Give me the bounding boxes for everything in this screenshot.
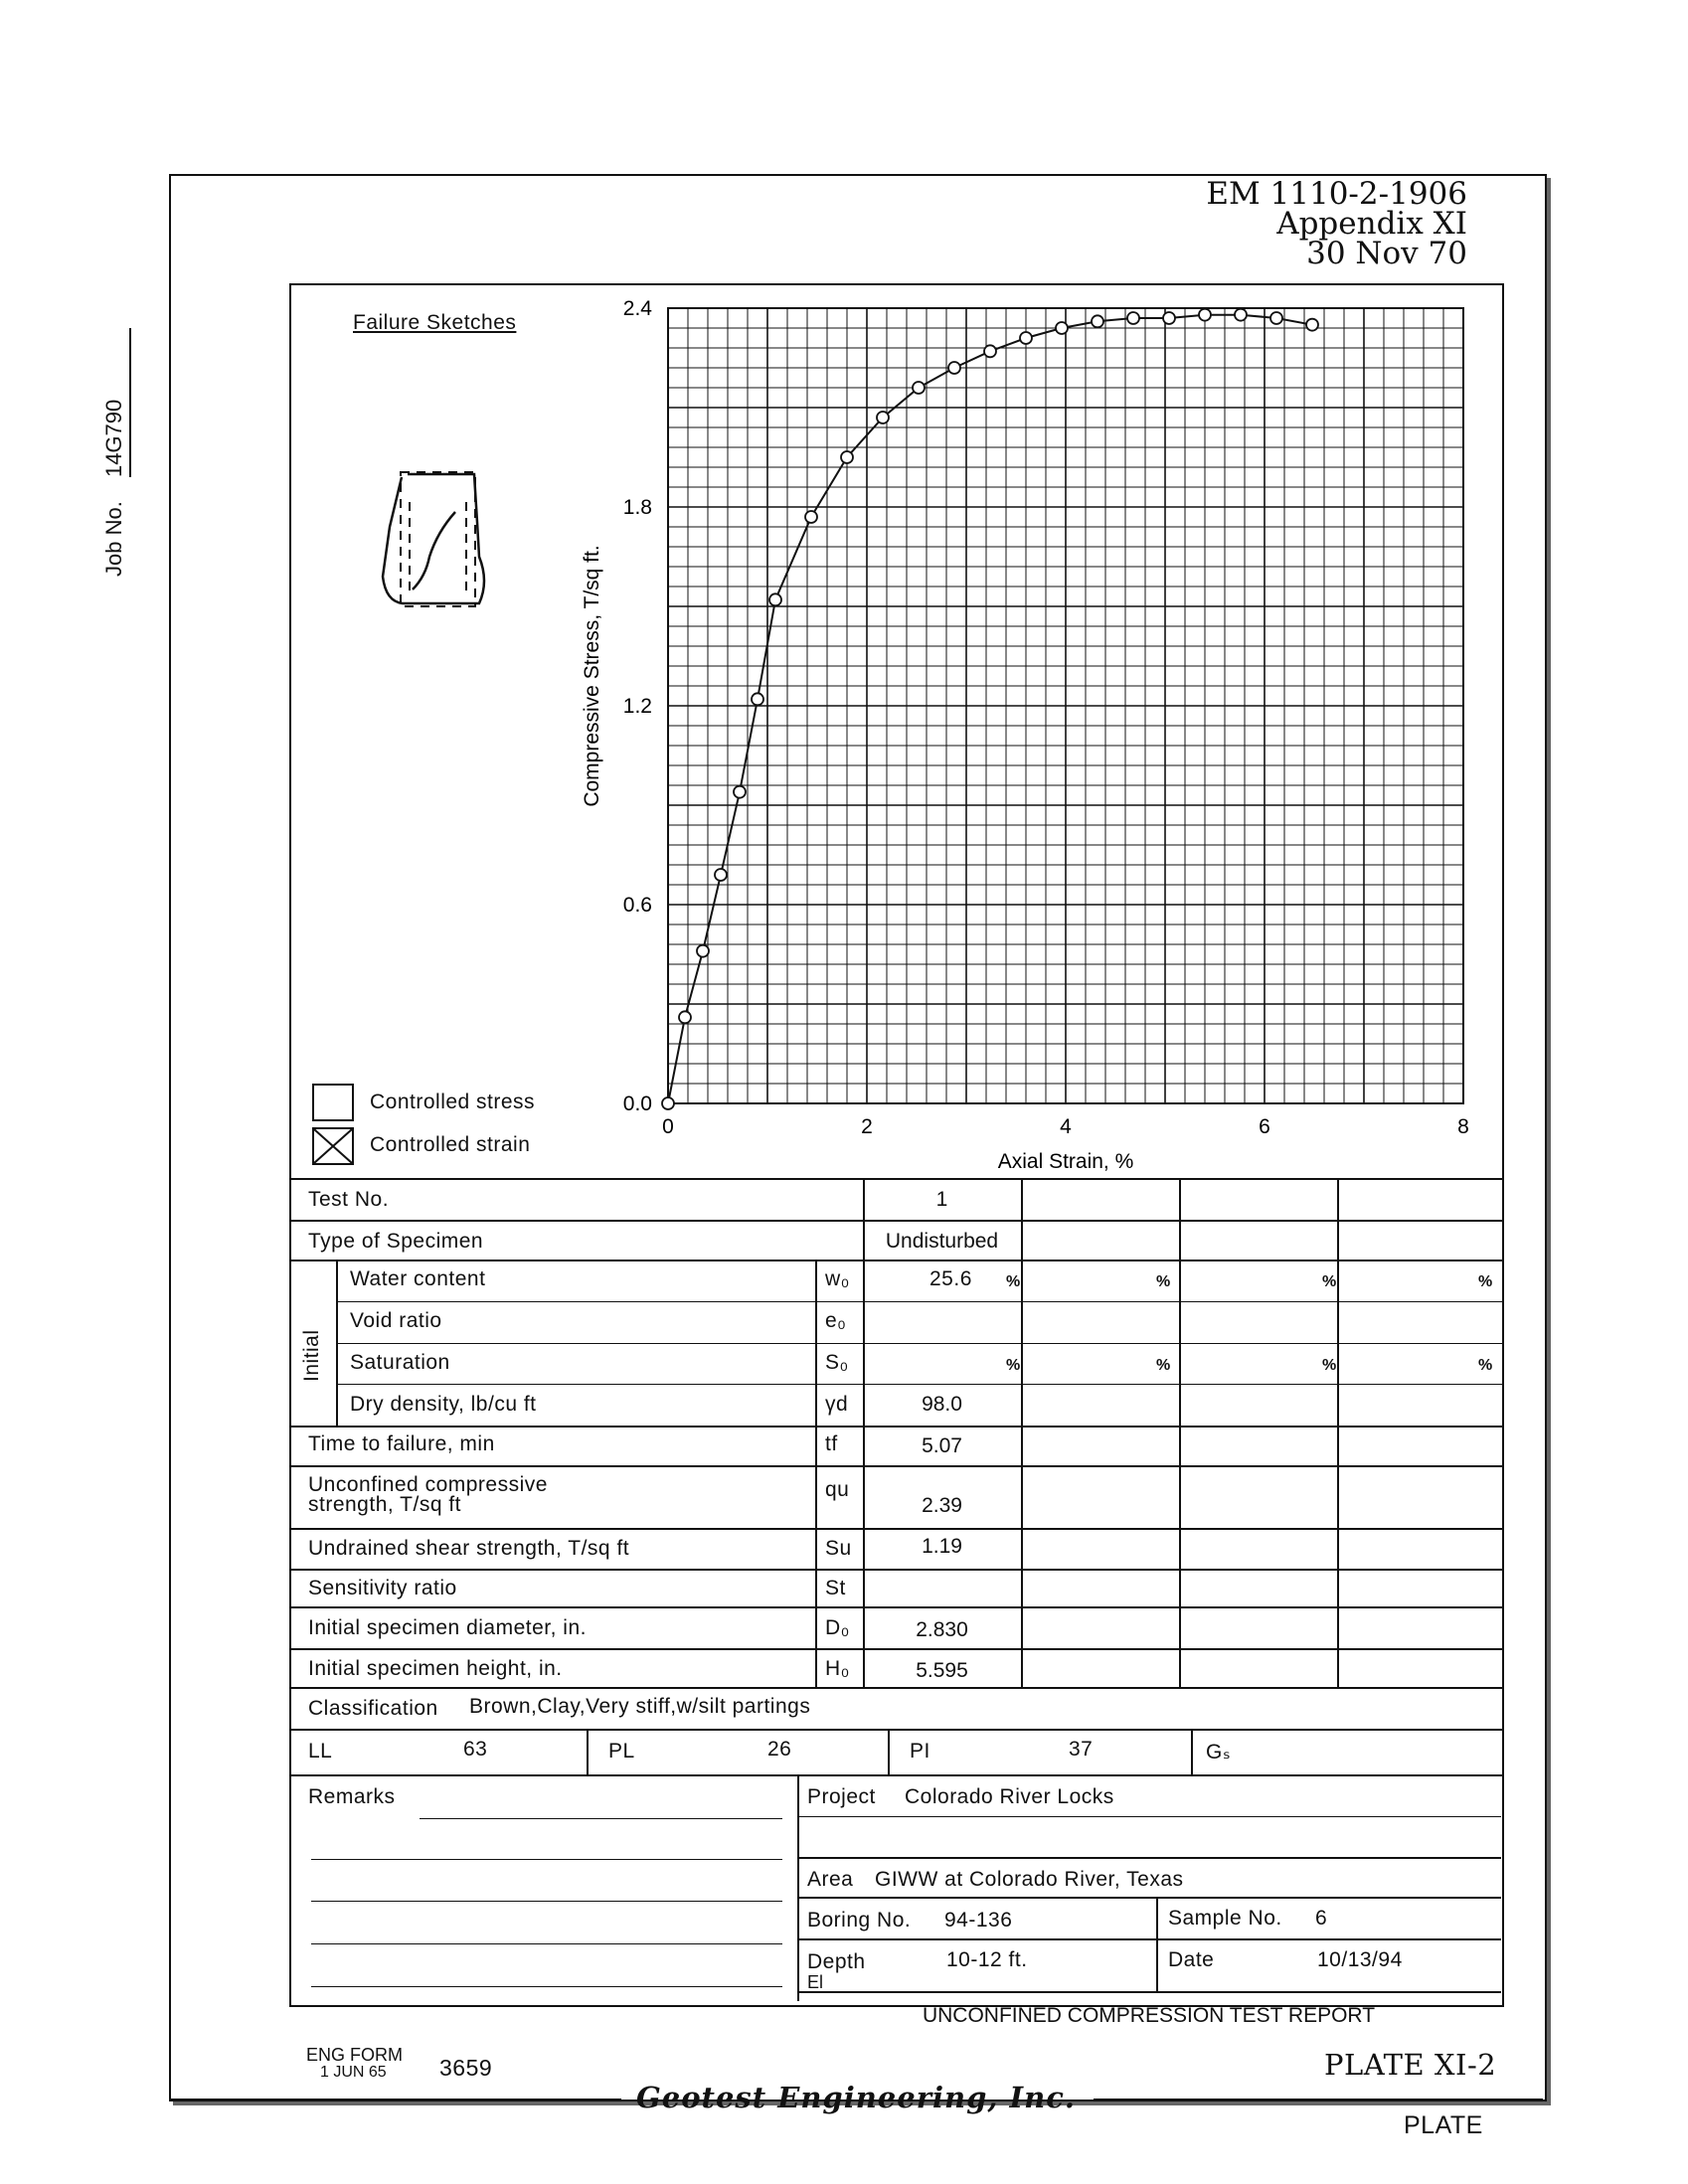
x-axis-label: Axial Strain, % [997, 1150, 1134, 1173]
header-date: 30 Nov 70 [1306, 236, 1467, 271]
date-value: 10/13/94 [1317, 1948, 1403, 1971]
project-label: Project [807, 1785, 876, 1808]
pct-sign: % [1006, 1273, 1021, 1290]
rule [289, 1220, 1502, 1222]
remarks-label: Remarks [308, 1785, 396, 1808]
rule [289, 1260, 1502, 1261]
pl-value: 26 [767, 1738, 792, 1761]
date-label: Date [1168, 1948, 1215, 1971]
rule [888, 1729, 890, 1774]
time-failure-symbol: tf [825, 1432, 838, 1455]
company-name: Geotest Engineering, Inc. [636, 2081, 1076, 2114]
pl-label: PL [608, 1740, 635, 1763]
void-ratio-symbol: e₀ [825, 1309, 847, 1332]
footer-rule-right [1094, 2099, 1543, 2100]
job-number-block [101, 328, 131, 577]
area-label: Area [807, 1868, 854, 1891]
classification-label: Classification [308, 1697, 438, 1720]
pct-sign: % [1478, 1357, 1493, 1374]
rule [797, 1816, 1501, 1817]
data-point [1127, 312, 1139, 324]
rule [289, 1528, 1502, 1530]
water-content-label: Water content [350, 1267, 486, 1290]
rule [797, 1938, 1501, 1940]
appendix: Appendix XI [1276, 206, 1467, 242]
diameter-label: Initial specimen diameter, in. [308, 1616, 587, 1639]
data-point [679, 1011, 691, 1023]
data-point [1235, 309, 1247, 321]
saturation-label: Saturation [350, 1351, 450, 1374]
remarks-line [311, 1901, 782, 1902]
rule [289, 1729, 1502, 1731]
height-symbol: H₀ [825, 1657, 850, 1680]
x-tick-label: 4 [1060, 1115, 1072, 1138]
test-no-value: 1 [935, 1188, 948, 1211]
rule [336, 1301, 1502, 1302]
y-axis-label: Compressive Stress, T/sq ft. [581, 545, 603, 807]
remarks-line [311, 1943, 782, 1944]
initial-label: Initial [300, 1329, 323, 1382]
header-block [1206, 176, 1467, 271]
x-tick-label: 2 [861, 1115, 873, 1138]
data-point [841, 451, 853, 463]
boring-label: Boring No. [807, 1909, 912, 1932]
rule [797, 1991, 1501, 1993]
sample-label: Sample No. [1168, 1907, 1282, 1930]
em-number: EM 1110-2-1906 [1206, 176, 1467, 212]
data-point [1056, 322, 1068, 334]
rule [1337, 1178, 1339, 1687]
diameter-value: 2.830 [916, 1618, 968, 1641]
data-point [913, 382, 925, 394]
data-point [948, 362, 960, 374]
data-point [752, 693, 763, 705]
sample-value: 6 [1315, 1907, 1328, 1930]
ll-label: LL [308, 1740, 333, 1763]
y-tick-label: 0.0 [622, 1092, 652, 1115]
rule [289, 1569, 1502, 1571]
data-point [662, 1097, 674, 1109]
data-point [715, 869, 727, 881]
pct-sign: % [1156, 1357, 1171, 1374]
y-tick-label: 2.4 [622, 297, 652, 320]
pi-value: 37 [1069, 1738, 1094, 1761]
dry-density-symbol: γd [825, 1393, 849, 1416]
specimen-label: Type of Specimen [308, 1230, 484, 1253]
time-failure-label: Time to failure, min [308, 1432, 495, 1455]
diameter-symbol: D₀ [825, 1616, 850, 1639]
rule [797, 1857, 1501, 1859]
rule [587, 1729, 589, 1774]
water-content-value: 25.6 [929, 1267, 972, 1290]
data-point [1020, 332, 1032, 344]
controlled-stress-label: Controlled stress [370, 1091, 536, 1113]
controlled-stress-box [312, 1084, 354, 1121]
y-tick-label: 0.6 [622, 894, 652, 917]
report-title: UNCONFINED COMPRESSION TEST REPORT [922, 2004, 1376, 2027]
rule [1021, 1178, 1023, 1687]
rule [815, 1260, 817, 1687]
ucs-symbol: qu [825, 1478, 850, 1501]
remarks-line [311, 1986, 782, 1987]
x-tick-label: 8 [1457, 1115, 1469, 1138]
controlled-strain-label: Controlled strain [370, 1133, 531, 1156]
rule [289, 1465, 1502, 1467]
shear-strength-value: 1.19 [922, 1535, 962, 1558]
plate-label: PLATE [1404, 2111, 1483, 2139]
x-tick-label: 0 [662, 1115, 674, 1138]
rule [336, 1384, 1502, 1385]
data-point [1163, 312, 1175, 324]
data-point [734, 786, 746, 798]
pct-sign: % [1478, 1273, 1493, 1290]
rule [289, 1606, 1502, 1608]
pct-sign: % [1322, 1357, 1337, 1374]
data-point [1270, 312, 1282, 324]
data-point [697, 945, 709, 957]
ll-value: 63 [463, 1738, 488, 1761]
rule [336, 1260, 338, 1426]
table-top-line [289, 1178, 1502, 1180]
eng-form-line2: 1 JUN 65 [320, 2064, 387, 2081]
data-point [1092, 315, 1103, 327]
failure-sketch [368, 462, 497, 616]
specimen-value: Undisturbed [885, 1230, 999, 1253]
ucs-value: 2.39 [922, 1494, 962, 1517]
data-point [877, 412, 889, 423]
sensitivity-symbol: St [825, 1577, 846, 1599]
form-number: 3659 [439, 2055, 493, 2081]
time-failure-value: 5.07 [922, 1434, 962, 1457]
test-no-label: Test No. [308, 1188, 390, 1211]
ucs-label-line2: strength, T/sq ft [308, 1493, 462, 1516]
rule [797, 1897, 1501, 1899]
saturation-symbol: S₀ [825, 1351, 849, 1374]
void-ratio-label: Void ratio [350, 1309, 442, 1332]
data-point [984, 345, 996, 357]
job-number: 14G790 [101, 328, 131, 477]
y-tick-label: 1.8 [622, 496, 652, 519]
water-content-symbol: w₀ [825, 1267, 850, 1290]
data-point [1199, 309, 1211, 321]
rule [289, 1426, 1502, 1428]
boring-value: 94-136 [944, 1909, 1013, 1932]
depth-value: 10-12 ft. [946, 1948, 1028, 1971]
pi-label: PI [910, 1740, 930, 1763]
height-value: 5.595 [916, 1659, 968, 1682]
sensitivity-label: Sensitivity ratio [308, 1577, 457, 1599]
job-label: Job No. [101, 501, 126, 577]
remarks-line [311, 1859, 782, 1860]
shear-strength-label: Undrained shear strength, T/sq ft [308, 1537, 630, 1560]
controlled-strain-box [312, 1127, 354, 1165]
data-point [769, 593, 781, 605]
plate-number: PLATE XI-2 [1324, 2048, 1497, 2082]
remarks-line [420, 1818, 782, 1819]
gs-label: Gₛ [1206, 1741, 1232, 1764]
el-label: El [807, 1972, 824, 1992]
pct-sign: % [1156, 1273, 1171, 1290]
data-point [805, 511, 817, 523]
area-value: GIWW at Colorado River, Texas [875, 1868, 1184, 1891]
pct-sign: % [1006, 1357, 1021, 1374]
rule [289, 1648, 1502, 1650]
depth-label: Depth [807, 1950, 866, 1973]
failure-sketches-title: Failure Sketches [353, 311, 517, 334]
stress-strain-chart [557, 288, 1491, 1183]
shear-strength-symbol: Su [825, 1537, 852, 1560]
pct-sign: % [1322, 1273, 1337, 1290]
rule [336, 1343, 1502, 1344]
dry-density-label: Dry density, lb/cu ft [350, 1393, 537, 1416]
rule [289, 1687, 1502, 1689]
x-tick-label: 6 [1259, 1115, 1270, 1138]
data-point [1306, 319, 1318, 331]
height-label: Initial specimen height, in. [308, 1657, 563, 1680]
rule [1156, 1897, 1158, 1991]
footer-rule-left [169, 2099, 621, 2100]
rule [1191, 1729, 1193, 1774]
ucs-label-line1: Unconfined compressive [308, 1473, 548, 1496]
project-value: Colorado River Locks [905, 1785, 1114, 1808]
rule [863, 1178, 865, 1687]
series-line [668, 315, 1312, 1103]
rule [1179, 1178, 1181, 1687]
classification-value: Brown,Clay,Very stiff,w/silt partings [469, 1695, 811, 1718]
eng-form-line1: ENG FORM [306, 2045, 403, 2065]
dry-density-value: 98.0 [922, 1393, 962, 1416]
y-tick-label: 1.2 [622, 695, 652, 718]
